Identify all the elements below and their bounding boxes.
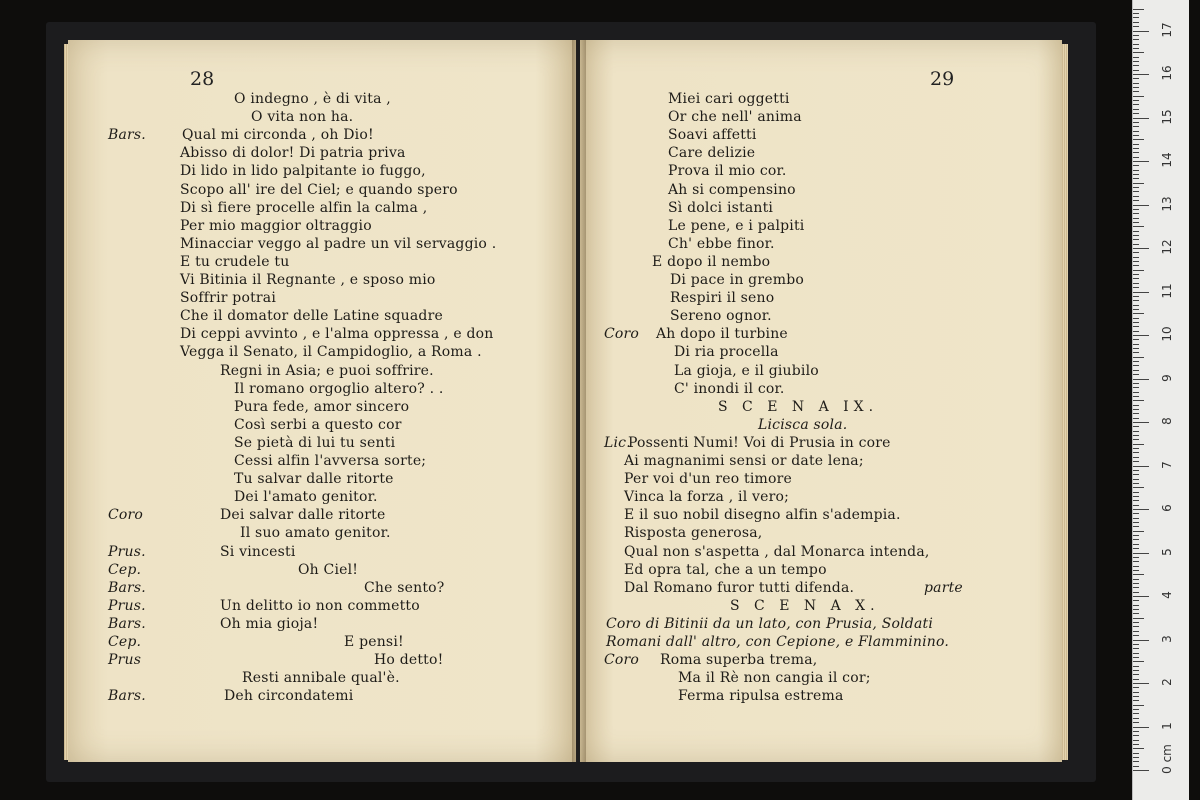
ruler-tick bbox=[1133, 544, 1139, 545]
ruler-tick bbox=[1133, 157, 1139, 158]
ruler-tick bbox=[1133, 400, 1144, 401]
ruler-tick bbox=[1133, 570, 1139, 571]
verse-line: Vi Bitinia il Regnante , e sposo mio bbox=[180, 272, 436, 288]
ruler-tick bbox=[1133, 444, 1144, 445]
ruler-tick bbox=[1133, 126, 1139, 127]
verse-line: Se pietà di lui tu senti bbox=[234, 434, 396, 451]
ruler-tick bbox=[1133, 548, 1139, 549]
ruler-tick bbox=[1133, 252, 1139, 253]
ruler-tick bbox=[1133, 740, 1139, 741]
ruler-tick bbox=[1133, 100, 1139, 101]
verse-line: Possenti Numi! Voi di Prusia in core bbox=[628, 434, 891, 451]
ruler-tick bbox=[1133, 439, 1139, 440]
ruler-tick bbox=[1133, 757, 1139, 758]
stage-direction: Coro di Bitinii da un lato, con Prusia, Soldati bbox=[606, 615, 933, 632]
ruler-tick bbox=[1133, 557, 1139, 558]
ruler-tick bbox=[1133, 335, 1149, 336]
ruler-tick bbox=[1133, 487, 1144, 488]
ruler-tick bbox=[1133, 500, 1139, 501]
ruler-tick bbox=[1133, 396, 1139, 397]
ruler-tick bbox=[1133, 644, 1139, 645]
ruler-tick bbox=[1133, 113, 1139, 114]
ruler-tick bbox=[1133, 605, 1139, 606]
verse-line: O vita non ha. bbox=[251, 109, 354, 126]
ruler-tick bbox=[1133, 96, 1144, 97]
ruler-tick bbox=[1133, 161, 1149, 162]
ruler-tick bbox=[1133, 509, 1149, 510]
speaker-label: Cep. bbox=[108, 634, 142, 650]
ruler-number: 4 bbox=[1160, 591, 1174, 599]
book-gutter bbox=[572, 40, 586, 762]
verse-line: Le pene, e i palpiti bbox=[668, 217, 805, 234]
verse-line: O indegno , è di vita , bbox=[234, 91, 391, 107]
ruler-tick bbox=[1133, 209, 1139, 210]
ruler-tick bbox=[1133, 31, 1149, 32]
ruler-tick bbox=[1133, 83, 1139, 84]
verse-line: Di pace in grembo bbox=[670, 272, 804, 288]
page-number-right: 29 bbox=[930, 68, 955, 90]
ruler-number: 8 bbox=[1160, 417, 1174, 425]
ruler-tick bbox=[1133, 348, 1139, 349]
verse-line: La gioja, e il giubilo bbox=[674, 362, 819, 379]
verse-line: Qual mi circonda , oh Dio! bbox=[182, 127, 374, 144]
verse-line: Deh circondatemi bbox=[224, 688, 354, 705]
stage-direction: Romani dall' altro, con Cepione, e Flamminino. bbox=[606, 634, 950, 650]
ruler-tick bbox=[1133, 187, 1139, 188]
ruler-tick bbox=[1133, 531, 1144, 532]
ruler-tick bbox=[1133, 492, 1139, 493]
ruler-tick bbox=[1133, 122, 1139, 123]
ruler-number: 14 bbox=[1160, 152, 1174, 168]
ruler-tick bbox=[1133, 57, 1139, 58]
ruler-tick bbox=[1133, 539, 1139, 540]
ruler-tick bbox=[1133, 474, 1139, 475]
ruler-tick bbox=[1133, 326, 1139, 327]
verse-line: Ho detto! bbox=[374, 652, 444, 669]
verse-line: Miei cari oggetti bbox=[668, 91, 790, 107]
ruler-tick bbox=[1133, 600, 1139, 601]
ruler-tick bbox=[1133, 526, 1139, 527]
verse-line: Ch' ebbe finor. bbox=[668, 235, 775, 252]
ruler-tick bbox=[1133, 265, 1139, 266]
ruler-tick bbox=[1133, 13, 1139, 14]
ruler-tick bbox=[1133, 278, 1139, 279]
ruler-tick bbox=[1133, 692, 1139, 693]
verse-line: Di ria procella bbox=[674, 344, 779, 361]
verse-line: Risposta generosa, bbox=[624, 525, 763, 542]
ruler-tick bbox=[1133, 770, 1149, 771]
ruler-tick bbox=[1133, 352, 1139, 353]
ruler-number: 5 bbox=[1160, 547, 1174, 556]
ruler-tick bbox=[1133, 674, 1139, 675]
ruler-tick bbox=[1133, 365, 1139, 366]
ruler-tick bbox=[1133, 70, 1139, 71]
ruler-tick bbox=[1133, 713, 1139, 714]
ruler-tick bbox=[1133, 17, 1139, 18]
ruler-tick bbox=[1133, 191, 1139, 192]
ruler-tick bbox=[1133, 135, 1139, 136]
ruler-tick bbox=[1133, 270, 1144, 271]
verse-line: Sì dolci istanti bbox=[668, 199, 774, 216]
verse-line: Ah dopo il turbine bbox=[656, 326, 788, 343]
verse-line: Prova il mio cor. bbox=[668, 163, 787, 180]
ruler-tick bbox=[1133, 666, 1139, 667]
ruler-tick bbox=[1133, 35, 1139, 36]
ruler-tick bbox=[1133, 22, 1139, 23]
ruler-tick bbox=[1133, 657, 1139, 658]
measuring-ruler bbox=[1132, 0, 1189, 800]
ruler-tick bbox=[1133, 596, 1149, 597]
ruler-tick bbox=[1133, 331, 1139, 332]
verse-line: Che il domator delle Latine squadre bbox=[180, 308, 443, 325]
verse-line: Di lido in lido palpitante io fuggo, bbox=[180, 163, 426, 180]
verse-line: Per voi d'un reo timore bbox=[624, 471, 793, 488]
ruler-tick bbox=[1133, 718, 1139, 719]
ruler-tick bbox=[1133, 44, 1139, 45]
ruler-tick bbox=[1133, 39, 1139, 40]
ruler-tick bbox=[1133, 431, 1139, 432]
verse-line: Così serbi a questo cor bbox=[234, 416, 402, 433]
ruler-tick bbox=[1133, 257, 1139, 258]
speaker-label: Bars. bbox=[108, 615, 146, 632]
ruler-tick bbox=[1133, 205, 1149, 206]
ruler-tick bbox=[1133, 9, 1144, 10]
ruler-tick bbox=[1133, 244, 1139, 245]
ruler-tick bbox=[1133, 609, 1139, 610]
ruler-tick bbox=[1133, 313, 1144, 314]
ruler-tick bbox=[1133, 653, 1139, 654]
verse-line: E il suo nobil disegno alfin s'adempia. bbox=[624, 507, 901, 524]
ruler-number: 15 bbox=[1160, 108, 1174, 125]
ruler-tick bbox=[1133, 505, 1139, 506]
ruler-tick bbox=[1133, 452, 1139, 453]
ruler-tick bbox=[1133, 370, 1139, 371]
ruler-tick bbox=[1133, 305, 1139, 306]
verse-line: Oh mia gioja! bbox=[220, 615, 319, 632]
ruler-tick bbox=[1133, 622, 1139, 623]
verse-line: Resti annibale qual'è. bbox=[242, 670, 400, 687]
ruler-tick bbox=[1133, 561, 1139, 562]
ruler-tick bbox=[1133, 170, 1139, 171]
ruler-tick bbox=[1133, 553, 1149, 554]
ruler-number: 3 bbox=[1160, 634, 1174, 643]
ruler-tick bbox=[1133, 483, 1139, 484]
ruler-tick bbox=[1133, 470, 1139, 471]
ruler-number: 11 bbox=[1160, 282, 1174, 299]
ruler-tick bbox=[1133, 357, 1144, 358]
ruler-tick bbox=[1133, 418, 1139, 419]
ruler-tick bbox=[1133, 583, 1139, 584]
ruler-tick bbox=[1133, 174, 1139, 175]
verse-line: Sereno ognor. bbox=[670, 308, 772, 325]
page-number-left: 28 bbox=[190, 68, 215, 90]
ruler-tick bbox=[1133, 118, 1149, 119]
left-page bbox=[68, 40, 576, 762]
ruler-tick bbox=[1133, 91, 1139, 92]
ruler-tick bbox=[1133, 139, 1144, 140]
ruler-tick bbox=[1133, 648, 1139, 649]
verse-line: Pura fede, amor sincero bbox=[234, 398, 410, 415]
ruler-tick bbox=[1133, 748, 1144, 749]
ruler-tick bbox=[1133, 287, 1139, 288]
ruler-number: 2 bbox=[1160, 678, 1174, 686]
ruler-number: 1 bbox=[1160, 721, 1174, 730]
ruler-tick bbox=[1133, 461, 1139, 462]
verse-line: Per mio maggior oltraggio bbox=[180, 217, 372, 234]
verse-line: Vinca la forza , il vero; bbox=[624, 489, 790, 506]
ruler-tick bbox=[1133, 26, 1139, 27]
verse-line: Dei salvar dalle ritorte bbox=[220, 507, 386, 524]
speaker-label: Bars. bbox=[108, 579, 146, 596]
verse-line: Scopo all' ire del Ciel; e quando spero bbox=[180, 181, 458, 198]
ruler-tick bbox=[1133, 74, 1149, 75]
ruler-tick bbox=[1133, 457, 1139, 458]
verse-line: Care delizie bbox=[668, 145, 756, 162]
verse-line: Minacciar veggo al padre un vil servaggio . bbox=[180, 235, 497, 252]
speaker-label: Prus bbox=[108, 652, 142, 669]
ruler-tick bbox=[1133, 222, 1139, 223]
verse-line: Di sì fiere procelle alfin la calma , bbox=[180, 199, 428, 216]
ruler-unit-label: 0 cm bbox=[1160, 744, 1174, 774]
speaker-label: Prus. bbox=[108, 543, 146, 560]
ruler-tick bbox=[1133, 744, 1139, 745]
verse-line: Oh Ciel! bbox=[298, 561, 359, 578]
ruler-tick bbox=[1133, 731, 1139, 732]
ruler-tick bbox=[1133, 292, 1149, 293]
ruler-tick bbox=[1133, 522, 1139, 523]
verse-line: Il romano orgoglio altero? . . bbox=[234, 380, 444, 397]
ruler-tick bbox=[1133, 235, 1139, 236]
ruler-tick bbox=[1133, 705, 1144, 706]
ruler-tick bbox=[1133, 361, 1139, 362]
ruler-tick bbox=[1133, 727, 1149, 728]
ruler-tick bbox=[1133, 152, 1139, 153]
ruler-tick bbox=[1133, 670, 1139, 671]
ruler-tick bbox=[1133, 383, 1139, 384]
ruler-tick bbox=[1133, 479, 1139, 480]
ruler-tick bbox=[1133, 640, 1149, 641]
verse-line: Dal Romano furor tutti difenda. bbox=[624, 579, 855, 596]
ruler-tick bbox=[1133, 213, 1139, 214]
ruler-tick bbox=[1133, 592, 1139, 593]
verse-line: Ma il Rè non cangia il cor; bbox=[678, 670, 871, 687]
ruler-tick bbox=[1133, 635, 1139, 636]
ruler-tick bbox=[1133, 109, 1139, 110]
ruler-tick bbox=[1133, 435, 1139, 436]
ruler-tick bbox=[1133, 144, 1139, 145]
ruler-tick bbox=[1133, 52, 1144, 53]
ruler-number: 7 bbox=[1160, 460, 1174, 469]
ruler-tick bbox=[1133, 387, 1139, 388]
verse-line: Un delitto io non commetto bbox=[220, 597, 420, 614]
ruler-tick bbox=[1133, 218, 1139, 219]
ruler-tick bbox=[1133, 374, 1139, 375]
verse-line: E tu crudele tu bbox=[180, 253, 290, 270]
ruler-tick bbox=[1133, 466, 1149, 467]
verse-line: Di ceppi avvinto , e l'alma oppressa , e don bbox=[180, 326, 494, 343]
verse-line: Che sento? bbox=[364, 579, 445, 596]
ruler-tick bbox=[1133, 513, 1139, 514]
ruler-tick bbox=[1133, 613, 1139, 614]
speaker-label: Lic. bbox=[604, 434, 631, 451]
ruler-tick bbox=[1133, 409, 1139, 410]
speaker-label: Cep. bbox=[108, 561, 142, 578]
ruler-number: 9 bbox=[1160, 373, 1174, 382]
ruler-number: 10 bbox=[1160, 326, 1174, 342]
ruler-tick bbox=[1133, 722, 1139, 723]
verse-line: Ed opra tal, che a un tempo bbox=[624, 561, 827, 578]
verse-line: Vegga il Senato, il Campidoglio, a Roma . bbox=[180, 344, 482, 361]
ruler-tick bbox=[1133, 700, 1139, 701]
ruler-number: 16 bbox=[1160, 65, 1174, 81]
ruler-tick bbox=[1133, 48, 1139, 49]
ruler-tick bbox=[1133, 679, 1139, 680]
ruler-tick bbox=[1133, 248, 1149, 249]
ruler-tick bbox=[1133, 226, 1144, 227]
ruler-tick bbox=[1133, 661, 1144, 662]
verse-line: Si vincesti bbox=[220, 543, 296, 560]
verse-line: E dopo il nembo bbox=[652, 253, 771, 270]
ruler-tick bbox=[1133, 300, 1139, 301]
ruler-tick bbox=[1133, 413, 1139, 414]
ruler-tick bbox=[1133, 579, 1139, 580]
ruler-tick bbox=[1133, 379, 1149, 380]
ruler-number: 17 bbox=[1160, 21, 1174, 38]
ruler-tick bbox=[1133, 87, 1139, 88]
ruler-tick bbox=[1133, 496, 1139, 497]
verse-line: Dei l'amato genitor. bbox=[234, 489, 378, 506]
verse-line: Respiri il seno bbox=[670, 290, 775, 307]
ruler-tick bbox=[1133, 78, 1139, 79]
verse-line: Ferma ripulsa estrema bbox=[678, 688, 844, 705]
ruler-tick bbox=[1133, 344, 1139, 345]
ruler-tick bbox=[1133, 296, 1139, 297]
ruler-tick bbox=[1133, 65, 1139, 66]
ruler-tick bbox=[1133, 196, 1139, 197]
ruler-tick bbox=[1133, 535, 1139, 536]
verse-line: Or che nell' anima bbox=[668, 109, 802, 126]
ruler-number: 13 bbox=[1160, 195, 1174, 212]
ruler-tick bbox=[1133, 283, 1139, 284]
verse-line: C' inondi il cor. bbox=[674, 380, 785, 397]
verse-line: Tu salvar dalle ritorte bbox=[234, 471, 394, 488]
ruler-tick bbox=[1133, 318, 1139, 319]
ruler-tick bbox=[1133, 131, 1139, 132]
verse-line: Ah si compensino bbox=[668, 181, 796, 198]
ruler-tick bbox=[1133, 178, 1139, 179]
ruler-tick bbox=[1133, 709, 1139, 710]
ruler-tick bbox=[1133, 274, 1139, 275]
verse-line: Abisso di dolor! Di patria priva bbox=[180, 145, 406, 162]
ruler-tick bbox=[1133, 405, 1139, 406]
verse-line: E pensi! bbox=[344, 634, 404, 650]
ruler-tick bbox=[1133, 683, 1149, 684]
ruler-tick bbox=[1133, 239, 1139, 240]
ruler-tick bbox=[1133, 448, 1139, 449]
speaker-label: Coro bbox=[604, 326, 640, 343]
speaker-label: Bars. bbox=[108, 127, 146, 144]
ruler-tick bbox=[1133, 231, 1139, 232]
ruler-tick bbox=[1133, 200, 1139, 201]
verse-line: Ai magnanimi sensi or date lena; bbox=[624, 453, 864, 469]
ruler-tick bbox=[1133, 574, 1144, 575]
ruler-tick bbox=[1133, 631, 1139, 632]
speaker-label: Bars. bbox=[108, 688, 146, 705]
verse-line: Soavi affetti bbox=[668, 127, 757, 144]
verse-line: Soffrir potrai bbox=[180, 290, 277, 307]
scene-heading: S C E N A X. bbox=[730, 597, 880, 614]
ruler-tick bbox=[1133, 761, 1139, 762]
ruler-tick bbox=[1133, 687, 1139, 688]
ruler-tick bbox=[1133, 339, 1139, 340]
verse-line: Qual non s'aspetta , dal Monarca intenda, bbox=[624, 543, 930, 560]
ruler-tick bbox=[1133, 322, 1139, 323]
verse-line: Roma superba trema, bbox=[660, 652, 818, 669]
ruler-tick bbox=[1133, 422, 1149, 423]
ruler-tick bbox=[1133, 518, 1139, 519]
ruler-tick bbox=[1133, 165, 1139, 166]
ruler-tick bbox=[1133, 735, 1139, 736]
ruler-tick bbox=[1133, 587, 1139, 588]
ruler-tick bbox=[1133, 426, 1139, 427]
verse-line: Regni in Asia; e puoi soffrire. bbox=[220, 362, 434, 379]
ruler-tick bbox=[1133, 753, 1139, 754]
scene-heading: S C E N A IX. bbox=[718, 398, 879, 415]
ruler-tick bbox=[1133, 61, 1139, 62]
ruler-tick bbox=[1133, 626, 1139, 627]
speaker-label: Prus. bbox=[108, 597, 146, 614]
ruler-tick bbox=[1133, 766, 1139, 767]
ruler-number: 12 bbox=[1160, 239, 1174, 255]
right-page bbox=[580, 40, 1062, 762]
ruler-tick bbox=[1133, 696, 1139, 697]
verse-line: Cessi alfin l'avversa sorte; bbox=[234, 453, 427, 469]
ruler-tick bbox=[1133, 392, 1139, 393]
ruler-tick bbox=[1133, 566, 1139, 567]
ruler-tick bbox=[1133, 309, 1139, 310]
ruler-number: 6 bbox=[1160, 504, 1174, 512]
ruler-tick bbox=[1133, 148, 1139, 149]
speaker-label: Coro bbox=[604, 652, 640, 669]
ruler-tick bbox=[1133, 261, 1139, 262]
ruler-tick bbox=[1133, 618, 1144, 619]
stage-direction: Licisca sola. bbox=[758, 416, 848, 433]
speaker-label: Coro bbox=[108, 507, 144, 524]
stage-note: parte bbox=[924, 579, 963, 596]
ruler-tick bbox=[1133, 104, 1139, 105]
verse-line: Il suo amato genitor. bbox=[240, 525, 391, 542]
ruler-tick bbox=[1133, 183, 1144, 184]
